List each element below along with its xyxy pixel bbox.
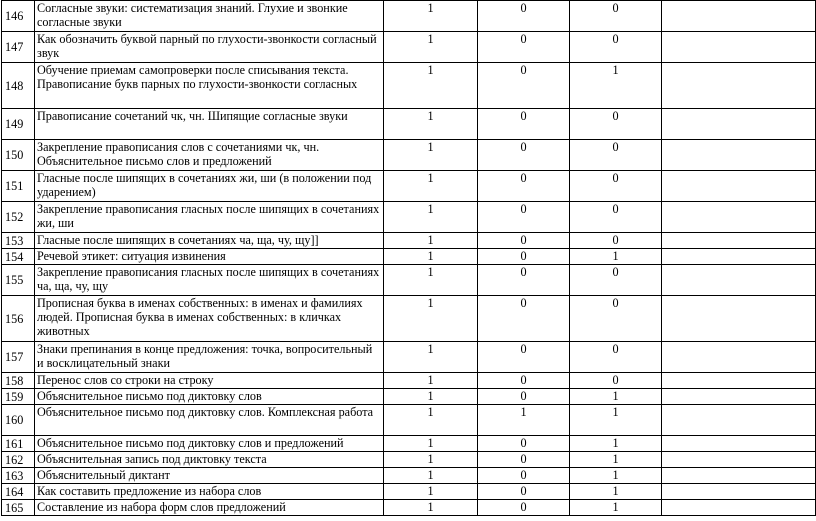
table-row — [2, 342, 816, 373]
hours-value: 1 — [384, 389, 478, 405]
lesson-topic: Закрепление правописания гласных после шипящих в сочетаниях жи, ши — [35, 202, 384, 233]
table-row — [2, 140, 816, 171]
lesson-topic: Согласные звуки: систематизация знаний. Глухие и звонкие согласные звуки — [35, 1, 384, 32]
table-row — [2, 1, 816, 32]
practice-value: 0 — [570, 1, 662, 32]
control-value: 0 — [478, 109, 570, 140]
table-row — [2, 484, 816, 500]
practice-value: 0 — [570, 233, 662, 249]
hours-value: 1 — [384, 63, 478, 109]
date-cell — [662, 1, 816, 32]
hours-value: 1 — [384, 249, 478, 265]
control-value: 0 — [478, 63, 570, 109]
table-row — [2, 468, 816, 484]
control-value: 0 — [478, 202, 570, 233]
row-number: 147 — [2, 32, 35, 63]
date-cell — [662, 373, 816, 389]
lesson-topic: Как обозначить буквой парный по глухости-звонкости согласный звук — [35, 32, 384, 63]
row-number: 152 — [2, 202, 35, 233]
control-value: 0 — [478, 373, 570, 389]
row-number: 151 — [2, 171, 35, 202]
lesson-topic: Закрепление правописания слов с сочетаниями чк, чн. Объяснительное письмо слов и предложений — [35, 140, 384, 171]
row-number: 159 — [2, 389, 35, 405]
control-value: 0 — [478, 296, 570, 342]
table-row — [2, 109, 816, 140]
date-cell — [662, 32, 816, 63]
control-value: 0 — [478, 265, 570, 296]
row-number: 157 — [2, 342, 35, 373]
lesson-topic: Закрепление правописания гласных после шипящих в сочетаниях ча, ща, чу, щу — [35, 265, 384, 296]
row-number: 149 — [2, 109, 35, 140]
practice-value: 0 — [570, 373, 662, 389]
hours-value: 1 — [384, 373, 478, 389]
lesson-table-body — [2, 1, 816, 516]
practice-value: 1 — [570, 249, 662, 265]
control-value: 1 — [478, 405, 570, 436]
table-row — [2, 373, 816, 389]
practice-value: 1 — [570, 452, 662, 468]
hours-value: 1 — [384, 484, 478, 500]
lesson-topic: Обучение приемам самопроверки после списывания текста. Правописание букв парных по глухости-звонкости согласных — [35, 63, 384, 109]
practice-value: 0 — [570, 296, 662, 342]
hours-value: 1 — [384, 342, 478, 373]
practice-value: 1 — [570, 484, 662, 500]
hours-value: 1 — [384, 32, 478, 63]
row-number: 148 — [2, 63, 35, 109]
hours-value: 1 — [384, 265, 478, 296]
control-value: 0 — [478, 32, 570, 63]
date-cell — [662, 405, 816, 436]
practice-value: 1 — [570, 389, 662, 405]
hours-value: 1 — [384, 1, 478, 32]
row-number: 153 — [2, 233, 35, 249]
row-number: 156 — [2, 296, 35, 342]
date-cell — [662, 63, 816, 109]
control-value: 0 — [478, 171, 570, 202]
lesson-table — [1, 0, 816, 516]
practice-value: 0 — [570, 171, 662, 202]
table-row — [2, 265, 816, 296]
date-cell — [662, 452, 816, 468]
date-cell — [662, 202, 816, 233]
table-row — [2, 436, 816, 452]
control-value: 0 — [478, 249, 570, 265]
table-row — [2, 500, 816, 516]
practice-value: 1 — [570, 500, 662, 516]
date-cell — [662, 436, 816, 452]
date-cell — [662, 500, 816, 516]
hours-value: 1 — [384, 436, 478, 452]
practice-value: 0 — [570, 109, 662, 140]
control-value: 0 — [478, 500, 570, 516]
date-cell — [662, 389, 816, 405]
date-cell — [662, 171, 816, 202]
row-number: 163 — [2, 468, 35, 484]
row-number: 146 — [2, 1, 35, 32]
row-number: 155 — [2, 265, 35, 296]
lesson-topic: Гласные после шипящих в сочетаниях жи, ши (в положении под ударением) — [35, 171, 384, 202]
hours-value: 1 — [384, 233, 478, 249]
lesson-topic: Объяснительное письмо под диктовку слов и предложений — [35, 436, 384, 452]
lesson-topic: Объяснительная запись под диктовку текста — [35, 452, 384, 468]
date-cell — [662, 109, 816, 140]
lesson-topic: Как составить предложение из набора слов — [35, 484, 384, 500]
lesson-topic: Знаки препинания в конце предложения: точка, вопросительный и восклицательный знаки — [35, 342, 384, 373]
lesson-topic: Составление из набора форм слов предложений — [35, 500, 384, 516]
table-row — [2, 452, 816, 468]
row-number: 160 — [2, 405, 35, 436]
hours-value: 1 — [384, 500, 478, 516]
row-number: 161 — [2, 436, 35, 452]
control-value: 0 — [478, 140, 570, 171]
table-row — [2, 296, 816, 342]
row-number: 162 — [2, 452, 35, 468]
practice-value: 1 — [570, 468, 662, 484]
control-value: 0 — [478, 436, 570, 452]
control-value: 0 — [478, 452, 570, 468]
hours-value: 1 — [384, 468, 478, 484]
date-cell — [662, 140, 816, 171]
row-number: 154 — [2, 249, 35, 265]
lesson-topic: Перенос слов со строки на строку — [35, 373, 384, 389]
table-row — [2, 63, 816, 109]
control-value: 0 — [478, 233, 570, 249]
table-row — [2, 389, 816, 405]
lesson-topic: Объяснительное письмо под диктовку слов. Комплексная работа — [35, 405, 384, 436]
date-cell — [662, 342, 816, 373]
lesson-topic: Объяснительный диктант — [35, 468, 384, 484]
lesson-topic: Прописная буква в именах собственных: в именах и фамилиях людей. Прописная буква в именах собственных: в кличках животных — [35, 296, 384, 342]
lesson-plan-sheet — [1, 0, 815, 516]
practice-value: 1 — [570, 405, 662, 436]
row-number: 165 — [2, 500, 35, 516]
control-value: 0 — [478, 468, 570, 484]
practice-value: 0 — [570, 32, 662, 63]
date-cell — [662, 468, 816, 484]
table-row — [2, 405, 816, 436]
lesson-topic: Речевой этикет: ситуация извинения — [35, 249, 384, 265]
table-row — [2, 249, 816, 265]
hours-value: 1 — [384, 452, 478, 468]
date-cell — [662, 484, 816, 500]
date-cell — [662, 265, 816, 296]
table-row — [2, 32, 816, 63]
hours-value: 1 — [384, 296, 478, 342]
lesson-topic: Правописание сочетаний чк, чн. Шипящие согласные звуки — [35, 109, 384, 140]
hours-value: 1 — [384, 109, 478, 140]
row-number: 158 — [2, 373, 35, 389]
lesson-topic: Гласные после шипящих в сочетаниях ча, ща, чу, щу]] — [35, 233, 384, 249]
table-row — [2, 171, 816, 202]
control-value: 0 — [478, 1, 570, 32]
date-cell — [662, 233, 816, 249]
date-cell — [662, 296, 816, 342]
control-value: 0 — [478, 342, 570, 373]
hours-value: 1 — [384, 405, 478, 436]
hours-value: 1 — [384, 171, 478, 202]
hours-value: 1 — [384, 202, 478, 233]
control-value: 0 — [478, 389, 570, 405]
row-number: 150 — [2, 140, 35, 171]
practice-value: 0 — [570, 342, 662, 373]
table-row — [2, 233, 816, 249]
practice-value: 0 — [570, 140, 662, 171]
row-number: 164 — [2, 484, 35, 500]
lesson-topic: Объяснительное письмо под диктовку слов — [35, 389, 384, 405]
practice-value: 0 — [570, 202, 662, 233]
control-value: 0 — [478, 484, 570, 500]
hours-value: 1 — [384, 140, 478, 171]
table-row — [2, 202, 816, 233]
practice-value: 1 — [570, 63, 662, 109]
date-cell — [662, 249, 816, 265]
practice-value: 1 — [570, 436, 662, 452]
practice-value: 0 — [570, 265, 662, 296]
